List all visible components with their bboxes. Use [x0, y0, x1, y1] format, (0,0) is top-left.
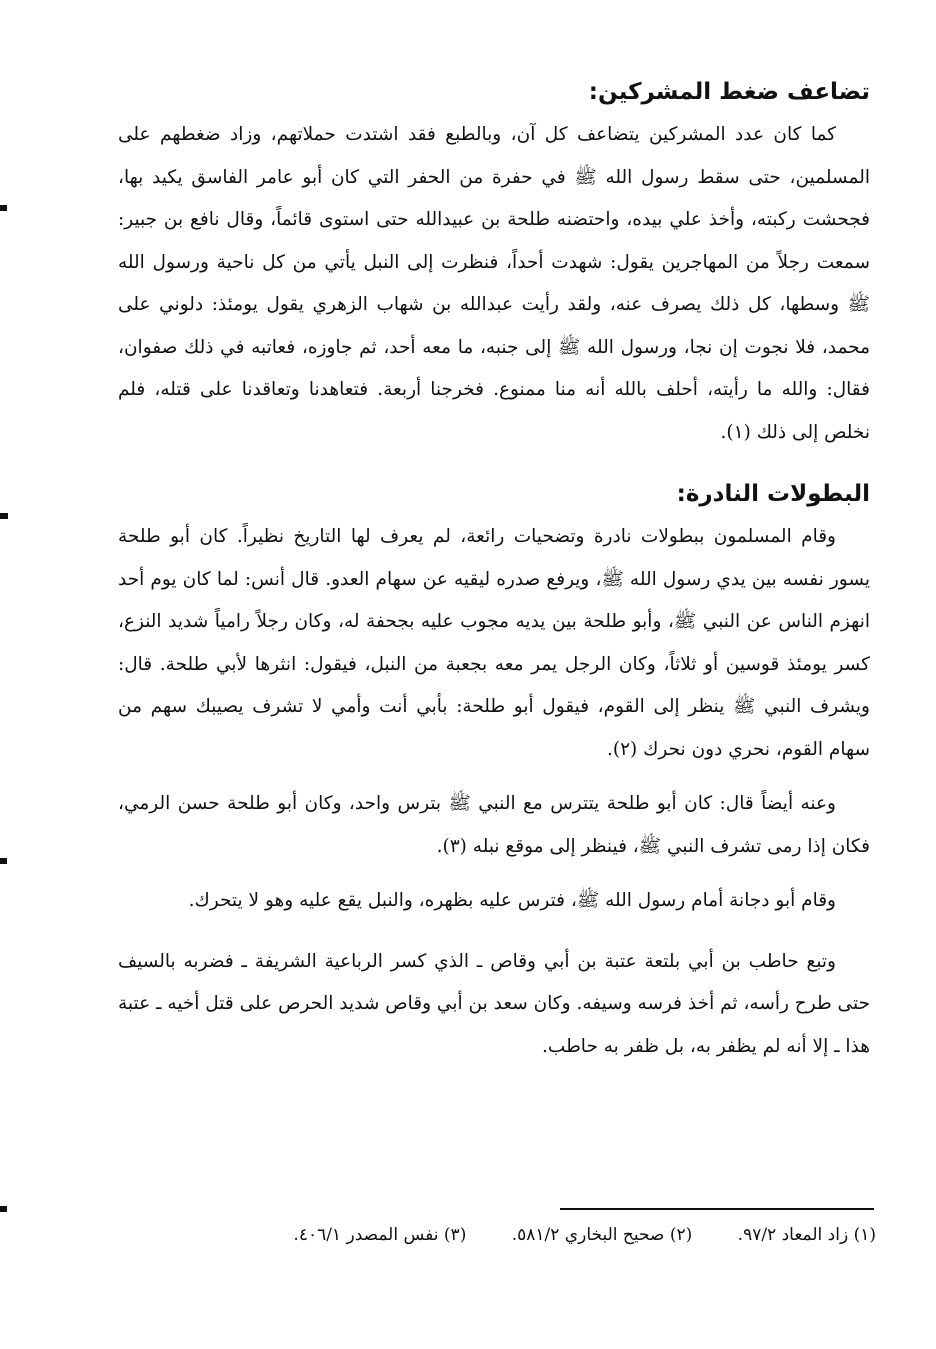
- scan-mark: [0, 1206, 7, 1212]
- paragraph: وقام أبو دجانة أمام رسول الله ﷺ، فترس عليه بظهره، والنبل يقع عليه وهو لا يتحرك.: [188, 890, 836, 911]
- scan-mark: [0, 513, 8, 519]
- paragraph: وعنه أيضاً قال: كان أبو طلحة يتترس مع النبي ﷺ بترس واحد، وكان أبو طلحة حسن الرمي، فكان إذا رمى تشرف النبي ﷺ، فينظر إلى موقع نبله (٣).: [118, 793, 870, 857]
- scan-mark: [0, 205, 7, 211]
- scan-mark: [0, 858, 7, 864]
- footnote-divider: [560, 1208, 874, 1210]
- footnote-2: (٢) صحيح البخاري ٥٨١/٢.: [511, 1225, 693, 1245]
- paragraph: كما كان عدد المشركين يتضاعف كل آن، وبالطبع فقد اشتدت حملاتهم، وزاد ضغطهم على المسلمين، حتى سقط رسول الله ﷺ في حفرة من الحفر التي كان أبو عامر الفاسق يكيد بها، فجحشت ركبته، وأخذ علي بيده، واحتضنه طلحة بن عبيدالله حتى استوى قائماً، وقال نافع بن جبير: سمعت رجلاً من المهاجرين يقول: شهدت أحداً، فنظرت إلى النبل يأتي من كل ناحية ورسول الله ﷺ وسطها، كل ذلك يصرف عنه، ولقد رأيت عبدالله بن شهاب الزهري يقول يومئذ: دلوني على محمد، فلا نجوت إن نجا، ورسول الله ﷺ إلى جنبه، ما معه أحد، ثم جاوزه، فعاتبه في ذلك صفوان، فقال: والله ما رأيته، أحلف بالله أنه منا ممنوع. فخرجنا أربعة. فتعاهدنا وتعاقدنا على قتله، فلم نخلص إلى ذلك (١).: [118, 124, 870, 443]
- paragraph: وتبع حاطب بن أبي بلتعة عتبة بن أبي وقاص ـ الذي كسر الرباعية الشريفة ـ فضربه بالسيف حتى طرح رأسه، ثم أخذ فرسه وسيفه. وكان سعد بن أبي وقاص شديد الحرص على قتل أخيه ـ عتبة هذا ـ إلا أنه لم يظفر به، بل ظفر به حاطب.: [118, 950, 870, 1057]
- page-body: [118, 70, 870, 1068]
- section-heading-heroics: البطولات النادرة:: [676, 481, 870, 507]
- section-heading-pressure: تضاعف ضغط المشركين:: [588, 79, 870, 105]
- footnotes: [116, 1222, 876, 1248]
- footnote-3: (٣) نفس المصدر ٤٠٦/١.: [293, 1225, 467, 1245]
- paragraph: وقام المسلمون ببطولات نادرة وتضحيات رائعة، لم يعرف لها التاريخ نظيراً. كان أبو طلحة يسور نفسه بين يدي رسول الله ﷺ، ويرفع صدره ليقيه عن سهام العدو. قال أنس: لما كان يوم أحد انهزم الناس عن النبي ﷺ، وأبو طلحة بين يديه مجوب عليه بجحفة له، وكان رجلاً رامياً شديد النزع، كسر يومئذ قوسين أو ثلاثاً، وكان الرجل يمر معه بجعبة من النبل، فيقول: انثرها لأبي طلحة. قال: ويشرف النبي ﷺ ينظر إلى القوم، فيقول أبو طلحة: بأبي أنت وأمي لا تشرف يصيبك سهم من سهام القوم، نحري دون نحرك (٢).: [118, 526, 870, 760]
- footnote-1: (١) زاد المعاد ٩٧/٢.: [737, 1225, 876, 1245]
